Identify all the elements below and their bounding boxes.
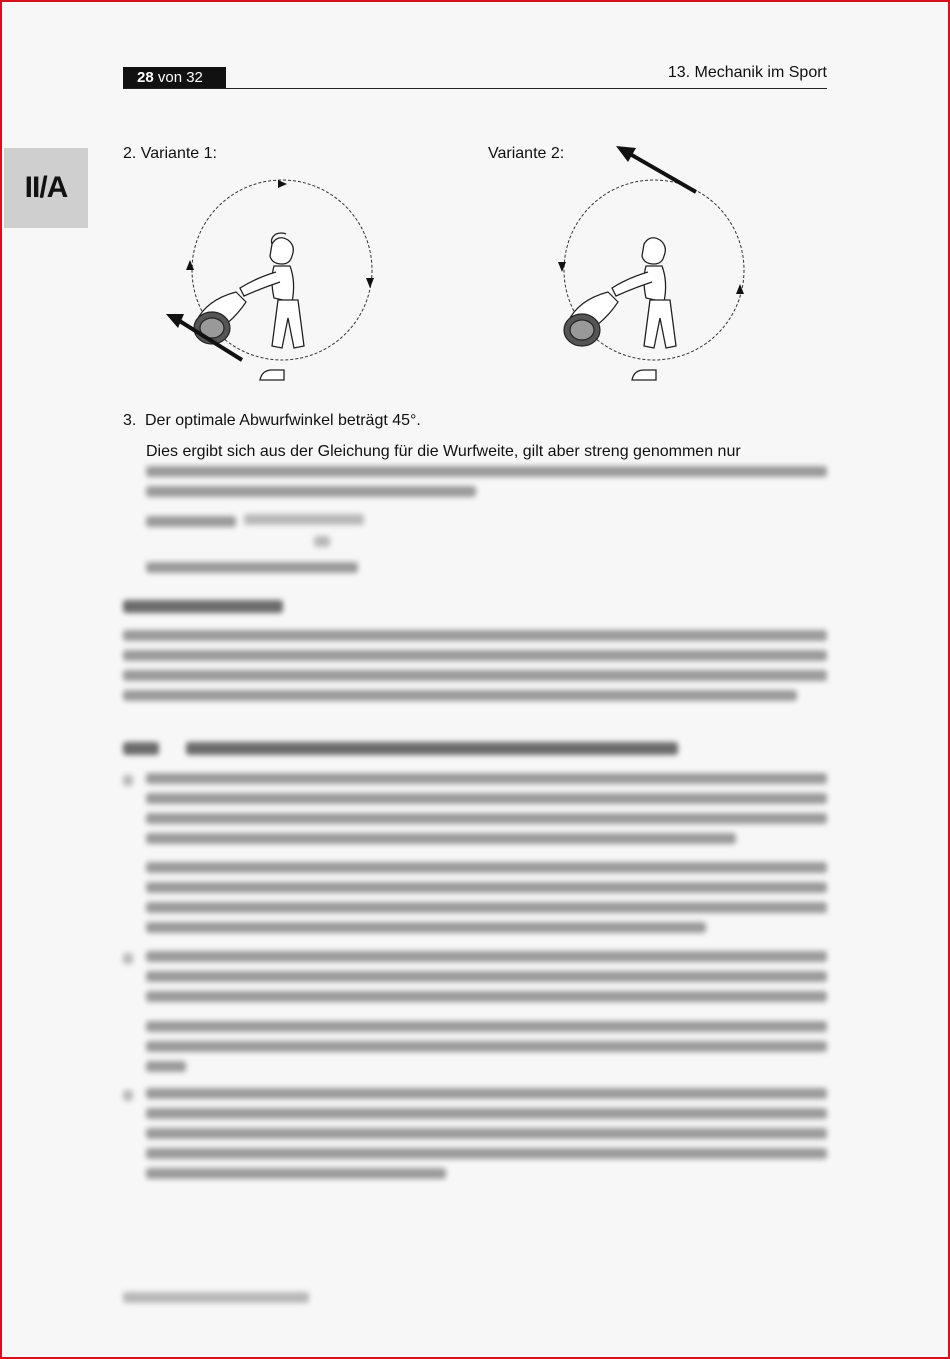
chapter-title: 13. Mechanik im Sport (667, 64, 827, 81)
item-3-text: Der optimale Abwurfwinkel beträgt 45°. (145, 412, 421, 429)
variant-1-label: 2. Variante 1: (123, 145, 217, 162)
section-tab: II/A (4, 148, 88, 228)
page-number: 28 (137, 69, 154, 86)
item-3-number: 3. (123, 412, 137, 429)
page-total: von 32 (157, 69, 203, 86)
item-3-paragraph: Dies ergibt sich aus der Gleichung für die Wurfweite, gilt aber streng genommen nur (146, 443, 741, 460)
variant-2-label: Variante 2: (488, 145, 565, 162)
